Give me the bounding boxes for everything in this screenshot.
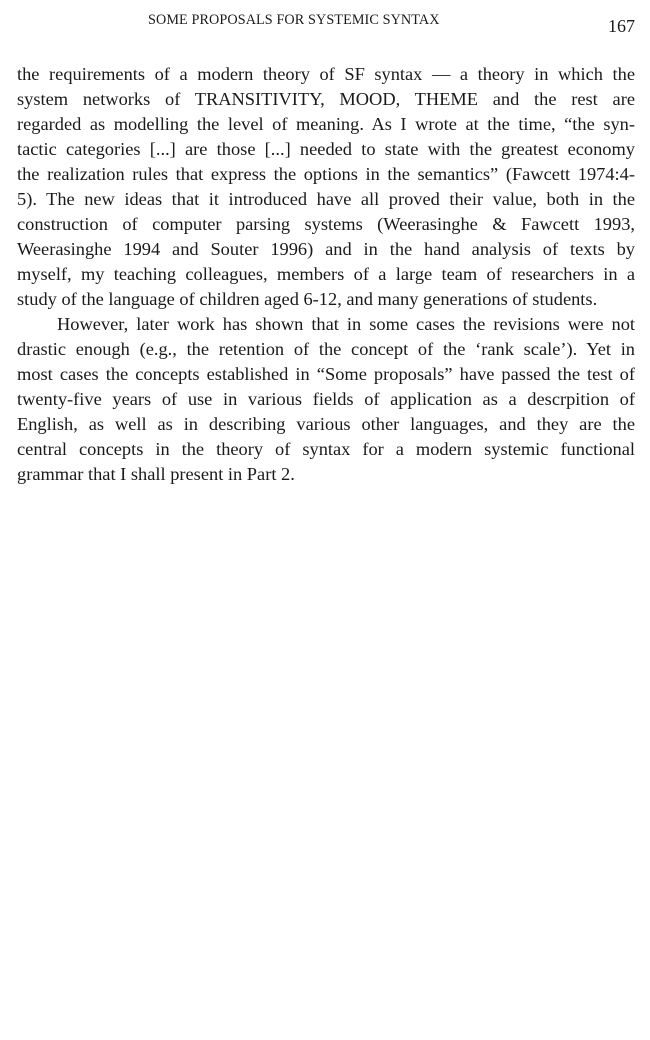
- text-line: system networks of TRANSITIVITY, MOOD, THEME and the rest are: [17, 89, 635, 109]
- text-line: English, as well as in describing various other languages, and they are the: [17, 414, 635, 434]
- text-line: 5). The new ideas that it introduced have all proved their value, both in the: [17, 189, 635, 209]
- text-line: regarded as modelling the level of meaning. As I wrote at the time, “the syn-: [17, 114, 635, 134]
- text-line: myself, my teaching colleagues, members of a large team of researchers in a: [17, 264, 635, 284]
- text-line: Weerasinghe 1994 and Souter 1996) and in the hand analysis of texts by: [17, 239, 635, 259]
- page-number: 167: [608, 16, 635, 36]
- running-head: [0, 10, 650, 34]
- text-line: the requirements of a modern theory of SF syntax — a theory in which the: [17, 64, 635, 84]
- text-line: construction of computer parsing systems (Weerasinghe & Fawcett 1993,: [17, 214, 635, 234]
- text-line: study of the language of children aged 6-12, and many generations of students.: [17, 289, 598, 309]
- text-line: the realization rules that express the options in the semantics” (Fawcett 1974:4-: [17, 164, 635, 184]
- text-line: twenty-five years of use in various fields of application as a descrpition of: [17, 389, 635, 409]
- text-line: central concepts in the theory of syntax for a modern systemic functional: [17, 439, 635, 459]
- body-text: [17, 62, 635, 487]
- text-line: drastic enough (e.g., the retention of the concept of the ‘rank scale’). Yet in: [17, 339, 635, 359]
- paragraph-1: [17, 62, 635, 312]
- running-title: SOME PROPOSALS FOR SYSTEMIC SYNTAX: [148, 12, 440, 28]
- text-line: grammar that I shall present in Part 2.: [17, 464, 295, 484]
- paragraph-2: [17, 312, 635, 487]
- text-line: tactic categories [...] are those [...] needed to state with the greatest economy: [17, 139, 635, 159]
- text-line: most cases the concepts established in “Some proposals” have passed the test of: [17, 364, 635, 384]
- text-line: However, later work has shown that in some cases the revisions were not: [57, 314, 635, 334]
